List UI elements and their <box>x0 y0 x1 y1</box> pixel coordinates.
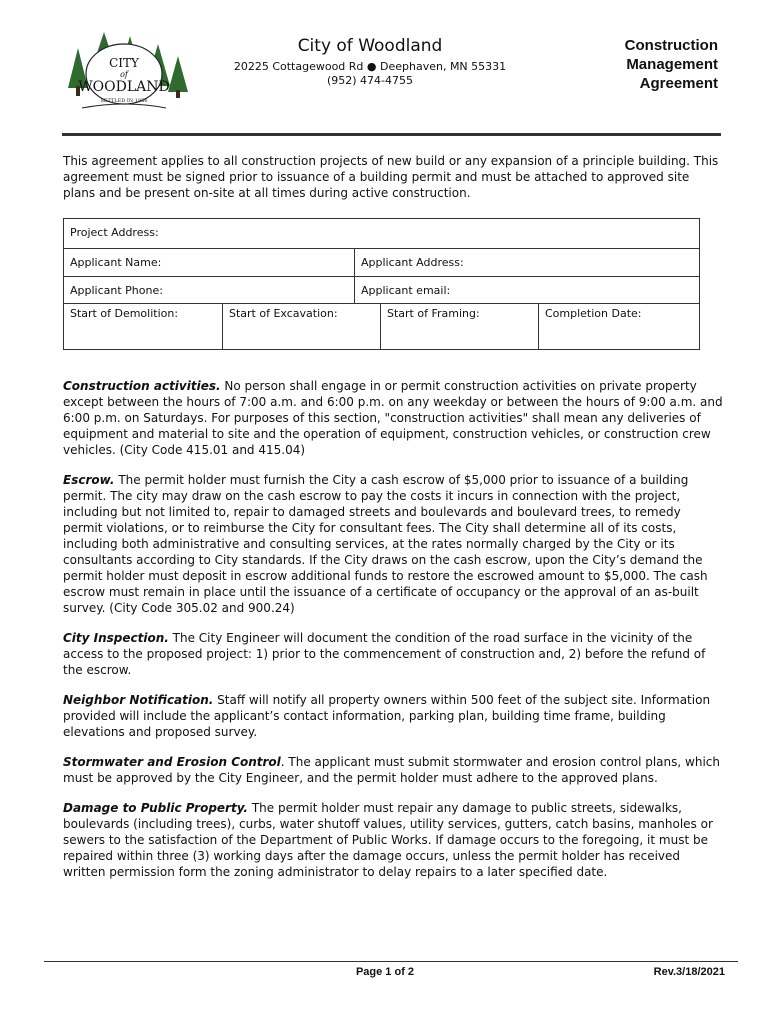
form-row <box>64 277 699 304</box>
form-row <box>64 219 699 249</box>
revision-date: Rev.3/18/2021 <box>653 966 725 978</box>
section-escrow: Escrow. The permit holder must furnish the City a cash escrow of $5,000 prior to issuance of a building permit. The city may draw on the cash escrow to pay the costs it incurs in connection with the project, including but not limited to, repair to damaged streets and boulevards and boulevard trees, to remedy permit violations, or to reimburse the City for consultant fees. The City shall determine all of its costs, including both administrative and consulting services, at the rates normally charged by the City or its consultants according to City standards. If the City draws on the cash escrow, upon the City’s demand the permit holder must deposit in escrow additional funds to restore the escrowed amount to $5,000. The cash escrow must remain in place until the issuance of a certificate of occupancy or the approval of an as-built survey. (City Code 305.02 and 900.24) <box>63 473 708 615</box>
document-title: Construction Management Agreement <box>624 37 718 92</box>
intro-paragraph: This agreement applies to all construction projects of new build or any expansion of a principle building. This agreement must be signed prior to issuance of a building permit and must be attached to approved site plans and be present on-site at all times during active construction. <box>63 154 719 200</box>
completion-date-field[interactable]: Completion Date: <box>538 304 699 349</box>
form-row <box>64 249 699 277</box>
city-phone: (952) 474-4755 <box>326 74 414 87</box>
agreement-sections <box>63 378 723 894</box>
tree-icon <box>60 30 188 112</box>
form-row <box>64 304 699 349</box>
start-demolition-field[interactable]: Start of Demolition: <box>70 307 179 320</box>
svg-text:SETTLED IN 1856: SETTLED IN 1856 <box>100 98 148 104</box>
svg-text:WOODLAND: WOODLAND <box>78 79 170 95</box>
city-address: 20225 Cottagewood Rd ● Deephaven, MN 55331 <box>233 60 507 73</box>
city-logo <box>60 30 188 112</box>
footer-divider <box>44 961 738 962</box>
applicant-email-field[interactable]: Applicant email: <box>354 277 699 303</box>
applicant-address-field[interactable]: Applicant Address: <box>354 249 699 276</box>
applicant-phone-field[interactable]: Applicant Phone: <box>70 284 163 297</box>
applicant-form <box>63 218 700 350</box>
section-stormwater-erosion: Stormwater and Erosion Control. The applicant must submit stormwater and erosion control plans, which must be approved by the City Engineer, and the permit holder must adhere to the approved plans. <box>63 755 720 785</box>
header-divider <box>62 133 721 136</box>
section-construction-activities: Construction activities. No person shall engage in or permit construction activities on private property except between the hours of 7:00 a.m. and 6:00 p.m. on any weekday or between the hours of 9:00 a.m. and 6:00 p.m. on Saturdays. For purposes of this section, "construction activities" shall mean any deliveries of equipment and material to site and the operation of equipment, construction vehicles, or construction crew vehicles. (City Code 415.01 and 415.04) <box>63 379 723 457</box>
svg-text:CITY: CITY <box>109 56 139 70</box>
page-number: Page 1 of 2 <box>355 966 415 978</box>
start-framing-field[interactable]: Start of Framing: <box>380 304 538 349</box>
section-neighbor-notification: Neighbor Notification. Staff will notify all property owners within 500 feet of the subject site. Information provided will include the applicant’s contact information, parking plan, building time frame, building elevations and proposed survey. <box>63 693 711 739</box>
project-address-field[interactable]: Project Address: <box>70 226 159 239</box>
svg-text:of: of <box>120 70 128 79</box>
section-damage-public-property: Damage to Public Property. The permit holder must repair any damage to public streets, sidewalks, boulevards (including trees), curbs, water shutoff values, utility services, gutters, catch basins, manholes or sewers to the satisfaction of the Department of Public Works. If damage occurs to the foregoing, it must be repaired within three (3) working days after the damage occurs, unless the permit holder has received written permission form the zoning administrator to delay repairs to a later specified date. <box>63 801 713 879</box>
section-city-inspection: City Inspection. The City Engineer will document the condition of the road surface in the vicinity of the access to the proposed project: 1) prior to the commencement of construction and, 2) before the refund of the escrow. <box>63 631 706 677</box>
city-name: City of Woodland <box>297 36 443 56</box>
city-header <box>222 36 518 88</box>
applicant-name-field[interactable]: Applicant Name: <box>70 256 162 269</box>
start-excavation-field[interactable]: Start of Excavation: <box>222 304 380 349</box>
